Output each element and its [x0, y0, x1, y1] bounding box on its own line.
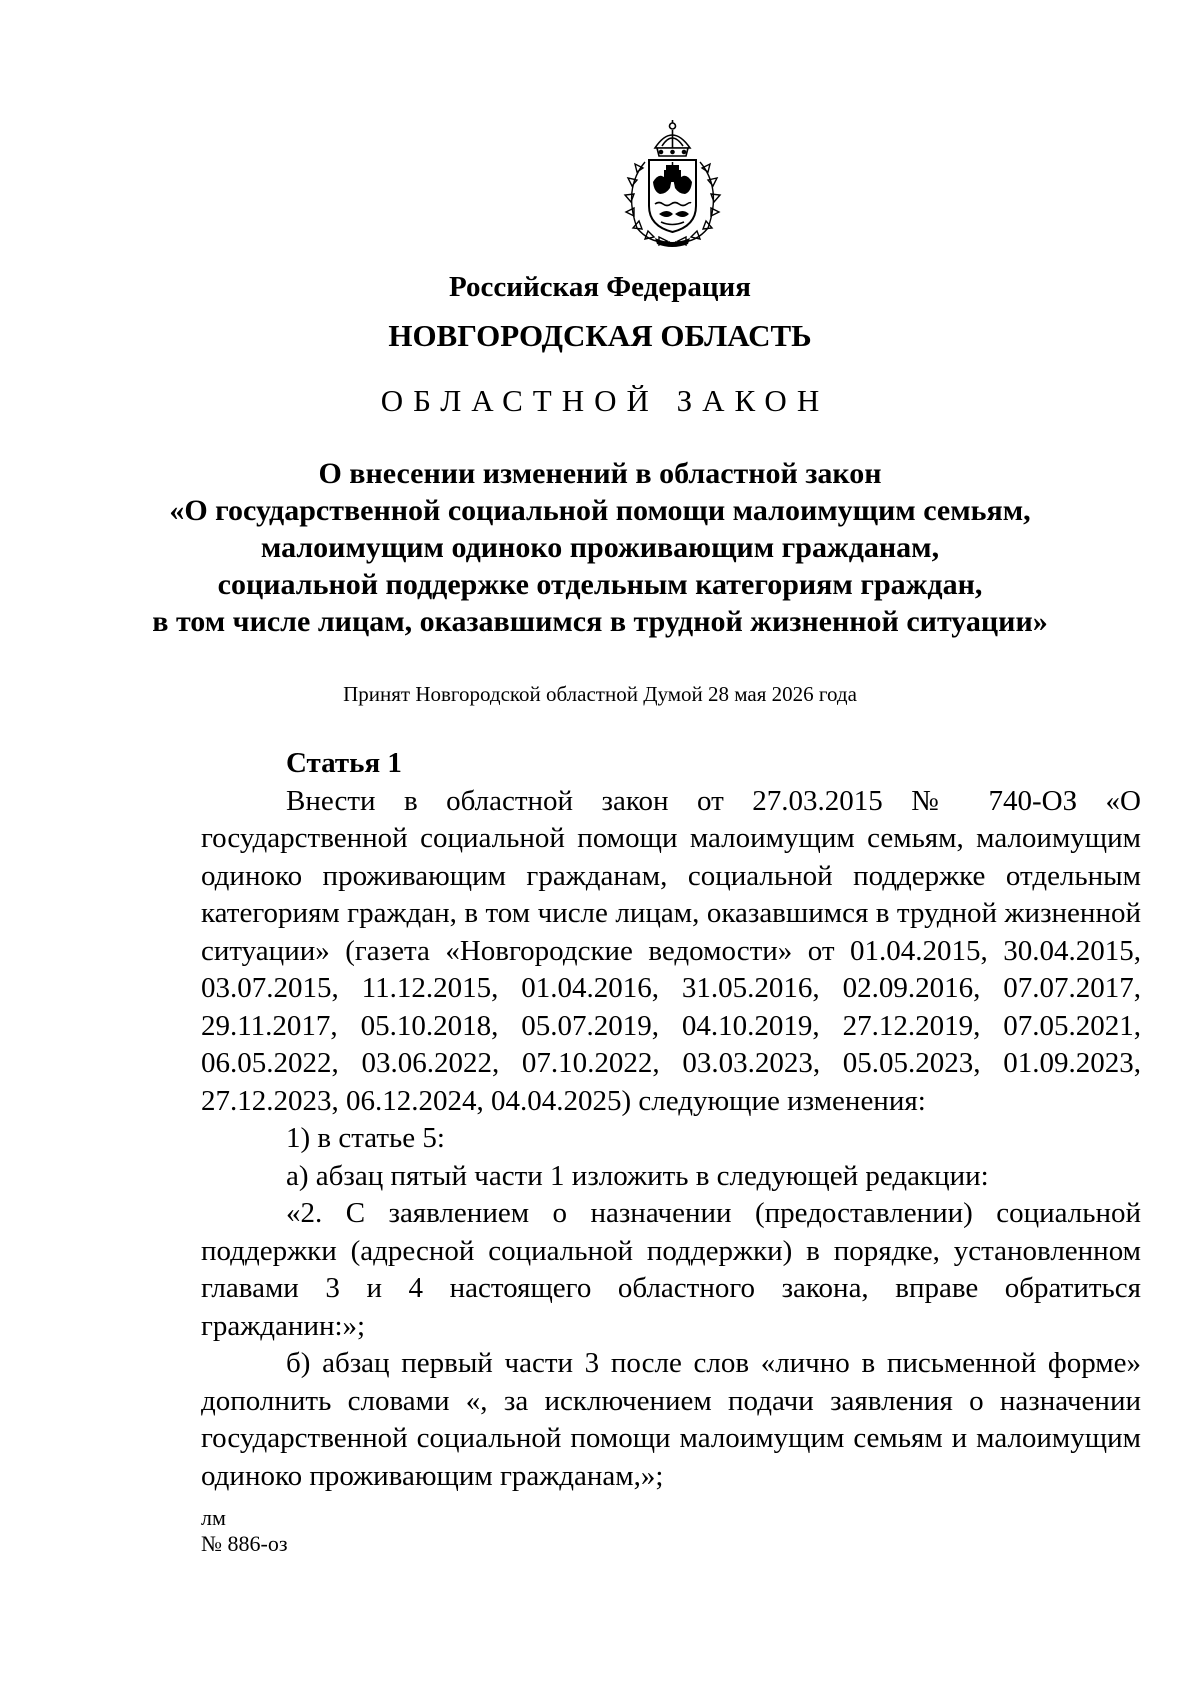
- adoption-note: Принят Новгородской областной Думой 28 мая 2026 года: [343, 682, 857, 706]
- footer-law-number: № 886-оз: [201, 1531, 288, 1556]
- region-heading: НОВГОРОДСКАЯ ОБЛАСТЬ: [388, 318, 812, 353]
- law-title-line: социальной поддержке отдельным категориям граждан,: [217, 568, 983, 601]
- article-paragraph: б) абзац первый части 3 после слов «лично в письменной форме» дополнить словами «, за исключением подачи заявления о назначении государственной социальной помощи малоимущим семьям и малоимущим одиноко проживающим гражданам,»;: [201, 1347, 1141, 1492]
- article-paragraph: а) абзац пятый части 1 изложить в следующей редакции:: [286, 1159, 989, 1192]
- footer-initials: лм: [201, 1505, 226, 1530]
- law-title-line: О внесении изменений в областной закон: [318, 457, 882, 490]
- document-footer: [201, 1505, 288, 1557]
- article-paragraph: 1) в статье 5:: [286, 1122, 445, 1154]
- coat-of-arms-icon: [615, 118, 730, 250]
- article-heading: Статья 1: [286, 747, 402, 779]
- article-paragraph: «2. С заявлением о назначении (предоставлении) социальной поддержки (адресной социальной поддержки) в порядке, установленном главами 3 и 4 настоящего областного закона, вправе обратиться гражданин:»;: [201, 1197, 1141, 1342]
- article-paragraph: Внести в областной закон от 27.03.2015 № 740-ОЗ «О государственной социальной помощи малоимущим семьям, малоимущим одиноко проживающим гражданам, социальной поддержке отдельным категориям граждан, в том числе лицам, оказавшимся в трудной жизненной ситуации» (газета «Новгородские ведомости» от 01.04.2015, 30.04.2015, 03.07.2015, 11.12.2015, 01.04.2016, 31.05.2016, 02.09.2016, 07.07.2017, 29.11.2017, 05.10.2018, 05.07.2019, 04.10.2019, 27.12.2019, 07.05.2021, 06.05.2022, 03.06.2022, 07.10.2022, 03.03.2023, 05.05.2023, 01.09.2023, 27.12.2023, 06.12.2024, 04.04.2025) следующие изменения:: [201, 784, 1141, 1117]
- law-title-line: «О государственной социальной помощи малоимущим семьям,: [169, 494, 1031, 527]
- article-body: [201, 745, 1141, 1495]
- law-title-line: малоимущим одиноко проживающим гражданам,: [260, 531, 940, 564]
- law-title: [0, 455, 1200, 640]
- law-title-line: в том числе лицам, оказавшимся в трудной жизненной ситуации»: [152, 605, 1048, 638]
- law-type-heading: ОБЛАСТНОЙ ЗАКОН: [380, 383, 830, 418]
- federation-heading: Российская Федерация: [449, 271, 751, 303]
